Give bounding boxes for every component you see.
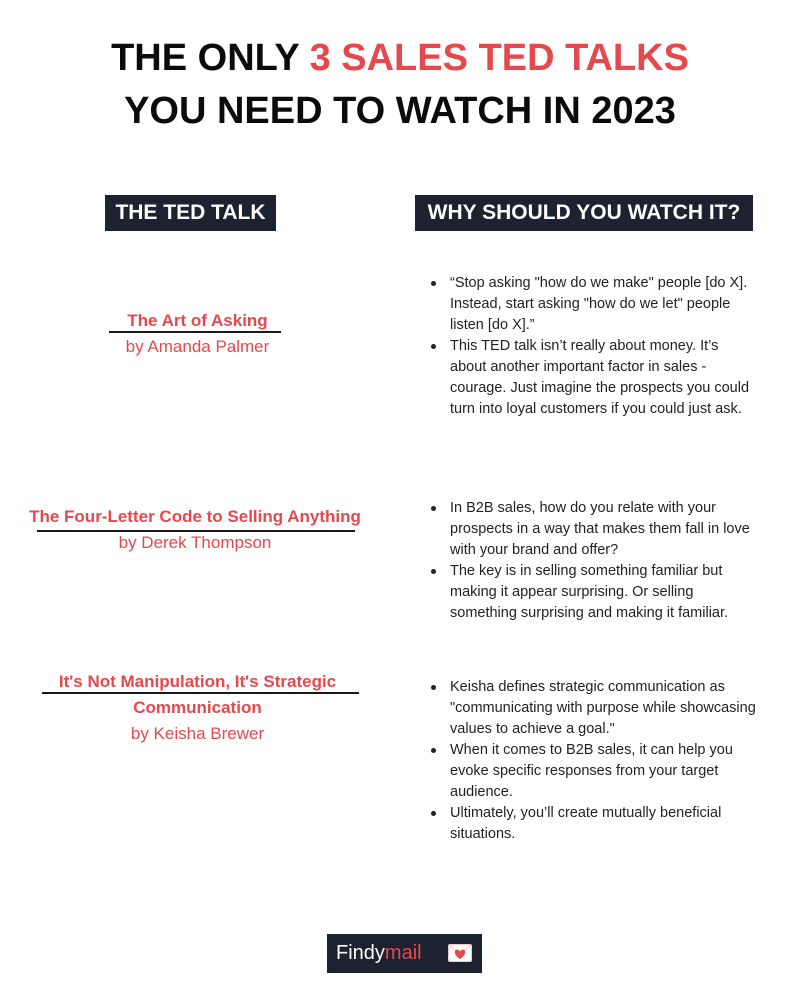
talk-1-underline bbox=[109, 331, 281, 333]
bullet-icon bbox=[431, 569, 436, 574]
title-prefix: THE ONLY bbox=[111, 37, 310, 79]
ted-talk-column-header: THE TED TALK bbox=[105, 195, 276, 231]
talk-1-author: by Amanda Palmer bbox=[125, 337, 270, 356]
bullet-icon bbox=[431, 811, 436, 816]
bullet-icon bbox=[431, 344, 436, 349]
list-item: When it comes to B2B sales, it can help you evoke specific responses from your target audience. bbox=[428, 740, 758, 803]
list-item: In B2B sales, how do you relate with your prospects in a way that makes them fall in love with your brand and offer? bbox=[428, 498, 758, 561]
talk-1-reasons bbox=[428, 273, 758, 420]
list-item: This TED talk isn’t really about money. It’s about another important factor in sales - courage. Just imagine the prospects you could turn into loyal customers if you could just ask. bbox=[428, 336, 758, 420]
talk-2-author: by Derek Thompson bbox=[118, 533, 272, 552]
talk-2-underline bbox=[37, 530, 355, 532]
talk-1-title-link[interactable]: The Art of Asking bbox=[127, 311, 268, 330]
talk-2-reasons bbox=[428, 498, 758, 624]
list-item: Keisha defines strategic communication as "communicating with purpose while showcasing values to achieve a goal." bbox=[428, 677, 758, 740]
bullet-icon bbox=[431, 748, 436, 753]
talk-3-reasons bbox=[428, 677, 758, 845]
bullet-icon bbox=[431, 685, 436, 690]
heart-envelope-icon bbox=[448, 944, 472, 962]
findymail-logo bbox=[327, 934, 482, 973]
talk-3-title-line-2[interactable]: Communication bbox=[133, 698, 262, 717]
talk-3-underline bbox=[42, 692, 359, 694]
talk-3-author: by Keisha Brewer bbox=[130, 724, 265, 743]
list-item: “Stop asking "how do we make" people [do X]. Instead, start asking "how do we let" people listen [do X].” bbox=[428, 273, 758, 336]
title-accent: 3 SALES TED TALKS bbox=[309, 37, 689, 79]
bullet-icon bbox=[431, 281, 436, 286]
list-item: The key is in selling something familiar but making it appear surprising. Or selling something surprising and making it familiar. bbox=[428, 561, 758, 624]
why-watch-column-header: WHY SHOULD YOU WATCH IT? bbox=[415, 195, 753, 231]
talk-1 bbox=[40, 308, 355, 360]
talk-3 bbox=[30, 669, 365, 747]
page-title-line-2: YOU NEED TO WATCH IN 2023 bbox=[124, 90, 676, 132]
bullet-icon bbox=[431, 506, 436, 511]
talk-3-title-line-1[interactable]: It's Not Manipulation, It's Strategic bbox=[58, 672, 337, 691]
logo-text-findy: Findy bbox=[336, 942, 385, 964]
page-title-line-1 bbox=[0, 39, 800, 77]
list-item: Ultimately, you’ll create mutually beneficial situations. bbox=[428, 803, 758, 845]
logo-text-mail: mail bbox=[384, 942, 422, 964]
talk-2-title-link[interactable]: The Four-Letter Code to Selling Anything bbox=[29, 507, 361, 526]
